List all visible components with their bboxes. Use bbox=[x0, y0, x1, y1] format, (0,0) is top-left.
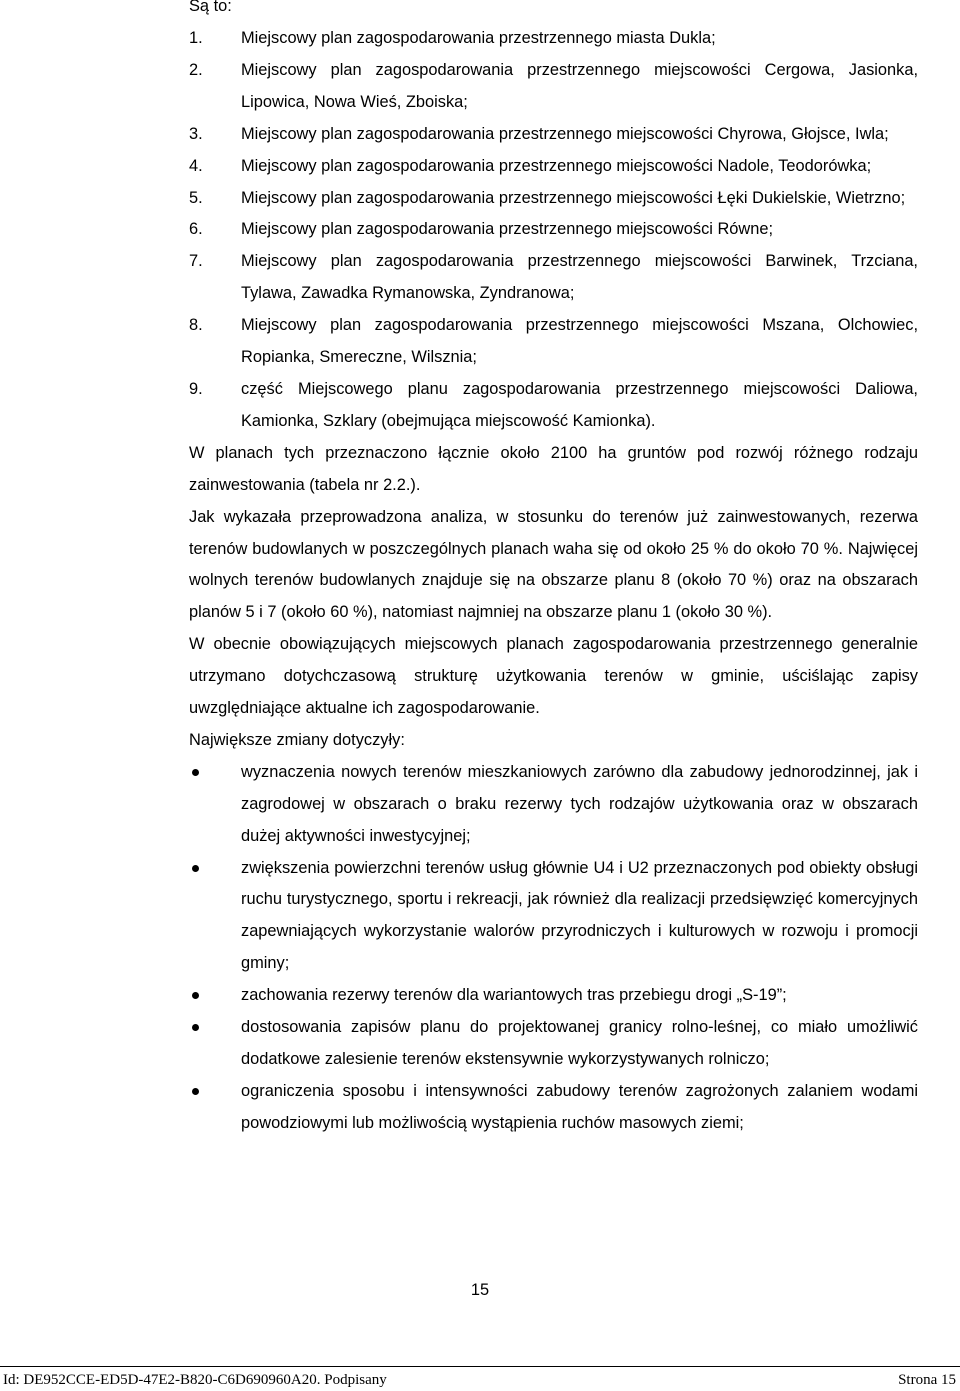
list-item-number: 6. bbox=[189, 220, 203, 239]
list-item-text: Miejscowy plan zagospodarowania przestrzennego miejscowości Barwinek, Trzciana, Tylawa, Zawadka Rymanowska, Zyndranowa; bbox=[241, 252, 918, 303]
list-item-number: 2. bbox=[189, 60, 203, 79]
list-item-number: 8. bbox=[189, 316, 203, 335]
list-item bbox=[189, 246, 918, 310]
list-item bbox=[189, 310, 918, 374]
list-item-text: Miejscowy plan zagospodarowania przestrzennego miejscowości Łęki Dukielskie, Wietrzno; bbox=[241, 188, 906, 207]
list-item-text: Miejscowy plan zagospodarowania przestrzennego miejscowości Mszana, Olchowiec, Ropianka, Smereczne, Wilsznia; bbox=[241, 316, 918, 367]
list-item bbox=[189, 151, 918, 183]
intro-text: Są to: bbox=[189, 0, 232, 15]
list-item-text: zwiększenia powierzchni terenów usług głównie U4 i U2 przeznaczonych pod obiekty obsługi ruchu turystycznego, sportu i rekreacji, jak również dla realizacji przedsięwzięć komercyjnych zapewniających wykorzystanie walorów przyrodniczych i kulturowych w rozwoju i promocji gminy; bbox=[241, 858, 918, 973]
plans-list bbox=[189, 23, 918, 438]
list-item bbox=[189, 757, 918, 853]
list-item-text: Miejscowy plan zagospodarowania przestrzennego miejscowości Nadole, Teodorówka; bbox=[241, 156, 872, 175]
list-item bbox=[189, 1012, 918, 1076]
paragraph-area-total: W planach tych przeznaczono łącznie około 2100 ha gruntów pod rozwój różnego rodzaju zainwestowania (tabela nr 2.2.). bbox=[189, 443, 918, 494]
list-item-text: część Miejscowego planu zagospodarowania przestrzennego miejscowości Daliowa, Kamionka, Szklary (obejmująca miejscowość Kamionka). bbox=[241, 379, 918, 430]
paragraph-changes-heading: Największe zmiany dotyczyły: bbox=[189, 730, 405, 749]
bullet-icon bbox=[189, 757, 241, 789]
list-item-number: 9. bbox=[189, 379, 203, 398]
bullet-icon bbox=[189, 853, 241, 885]
list-item-number: 5. bbox=[189, 188, 203, 207]
page-label: Strona 15 bbox=[898, 1372, 956, 1388]
list-item bbox=[189, 1076, 918, 1140]
list-item-text: zachowania rezerwy terenów dla wariantowych tras przebiegu drogi „S-19”; bbox=[241, 986, 787, 1005]
footer bbox=[0, 1371, 960, 1389]
bullet-icon bbox=[189, 980, 241, 1012]
list-item bbox=[189, 119, 918, 151]
list-item-text: wyznaczenia nowych terenów mieszkaniowych zarówno dla zabudowy jednorodzinnej, jak i zagrodowej w obszarach o braku rezerwy tych rodzajów użytkowania oraz w obszarach dużej aktywności inwestycyjnej; bbox=[241, 762, 918, 845]
list-item-number: 3. bbox=[189, 124, 203, 143]
list-item bbox=[189, 980, 918, 1012]
list-item bbox=[189, 374, 918, 438]
list-item bbox=[189, 214, 918, 246]
list-item bbox=[189, 23, 918, 55]
list-item-number: 7. bbox=[189, 252, 203, 271]
list-item-text: dostosowania zapisów planu do projektowanej granicy rolno-leśnej, co miało umożliwić dodatkowe zalesienie terenów ekstensywnie wykorzystywanych rolniczo; bbox=[241, 1018, 918, 1068]
list-item-text: Miejscowy plan zagospodarowania przestrzennego miasta Dukla; bbox=[241, 29, 716, 47]
bullet-icon bbox=[189, 1012, 241, 1044]
document-body bbox=[189, 0, 918, 1140]
footer-divider bbox=[0, 1366, 960, 1367]
document-id: Id: DE952CCE-ED5D-47E2-B820-C6D690960A20. Podpisany bbox=[3, 1372, 387, 1388]
list-item-number: 4. bbox=[189, 156, 203, 175]
list-item bbox=[189, 853, 918, 981]
list-item-text: Miejscowy plan zagospodarowania przestrzennego miejscowości Równe; bbox=[241, 220, 774, 239]
list-item-number: 1. bbox=[189, 29, 203, 47]
paragraph-analysis: Jak wykazała przeprowadzona analiza, w stosunku do terenów już zainwestowanych, rezerwa terenów budowlanych w poszczególnych planach waha się od około 25 % do około 70 %. Najwięcej wolnych terenów budowlanych znajduje się na obszarze planu 8 (około 70 %) oraz na obszarach planów 5 i 7 (około 60 %), natomiast najmniej na obszarze planu 1 (około 30 %). bbox=[189, 507, 918, 622]
list-item-text: Miejscowy plan zagospodarowania przestrzennego miejscowości Chyrowa, Głojsce, Iwla; bbox=[241, 124, 889, 143]
page-number: 15 bbox=[470, 1281, 490, 1299]
list-item-text: ograniczenia sposobu i intensywności zabudowy terenów zagrożonych zalaniem wodami powodziowymi lub możliwością wystąpienia ruchów masowych ziemi; bbox=[241, 1081, 918, 1132]
paragraph-current-plans: W obecnie obowiązujących miejscowych planach zagospodarowania przestrzennego generalnie utrzymano dotychczasową strukturę użytkowania terenów w gminie, uściślając zapisy uwzględniające aktualne ich zagospodarowanie. bbox=[189, 635, 918, 718]
list-item bbox=[189, 183, 918, 215]
list-item bbox=[189, 55, 918, 119]
list-item-text: Miejscowy plan zagospodarowania przestrzennego miejscowości Cergowa, Jasionka, Lipowica, Nowa Wieś, Zboiska; bbox=[241, 60, 918, 111]
bullet-icon bbox=[189, 1076, 241, 1108]
changes-list bbox=[189, 757, 918, 1140]
